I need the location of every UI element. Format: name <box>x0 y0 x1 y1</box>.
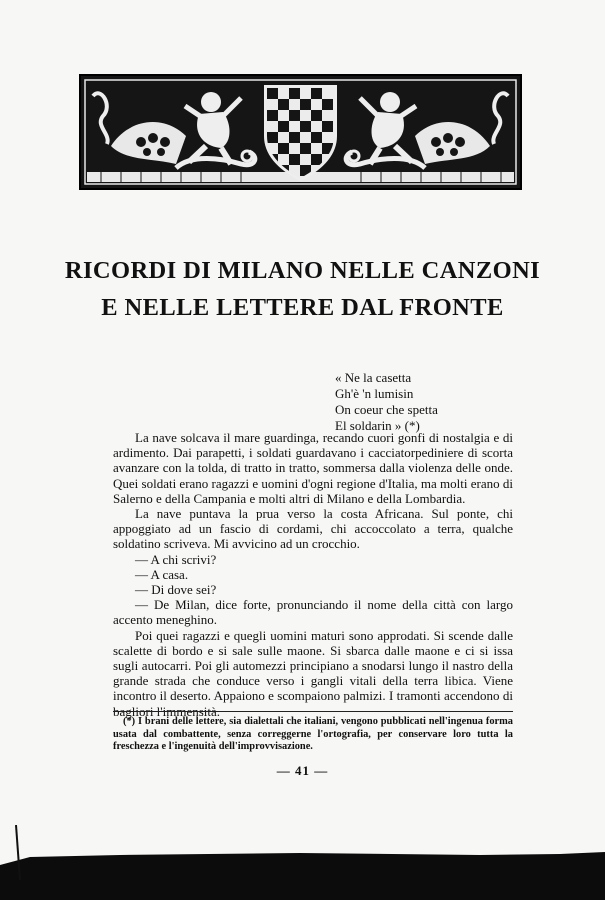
epigraph-line: El soldarin » (*) <box>335 418 420 433</box>
dialogue-line: — De Milan, dice forte, pronunciando il nome della città con largo accento meneghino. <box>113 597 513 628</box>
footnote-divider <box>113 711 513 713</box>
page-title-line-2: E NELLE LETTERE DAL FRONTE <box>101 294 504 321</box>
paragraph: La nave puntava la prua verso la costa Africana. Sul ponte, chi appoggiato ad un fascio di cordami, chi accoccolato a terra, qualche soldatino scriveva. Mi avvicino ad un crocchio. <box>113 506 513 552</box>
paragraph: La nave solcava il mare guardinga, recando cuori gonfi di nostalgia e di ardimento. Dai parapetti, i soldati guardavano i cacciatorpediniere di scorta avanzare con la tolda, di tratto in tratto, sommersa dalla violenza delle onde. Quei soldati erano ragazzi e uomini d'ogni regione d'Italia, ma molti erano di Salerno e della Campania e molti altri di Milano e della Lombardia. <box>113 430 513 506</box>
dialogue-line: — A chi scrivi? <box>135 551 217 567</box>
footnote-text: (*) I brani delle lettere, sia dialettali che italiani, vengono pubblicati nell'ingenua forma usata dal combattente, senza correggerne l'ortografia, per conservare loro tutta la freschezza e l'ingenuità dell'improvvisazione. <box>113 716 513 753</box>
page-number: — 41 — <box>276 763 329 778</box>
footnote <box>113 716 513 754</box>
dialogue-line: — A casa. <box>135 566 189 582</box>
epigraph-line: On coeur che spetta <box>335 402 438 417</box>
dialogue-line: — Di dove sei? <box>135 582 217 598</box>
paragraph: Poi quei ragazzi e quegli uomini maturi sono approdati. Si scende dalle scalette di bordo e si sale sulle maone. Si sbarca dalle maone e ci si issa sugli autocarri. Poi gli automezzi principiano a snodarsi lungo il nastro della grande strada che conduce verso i gangli vitali della terra libica. Viene incontro il deserto. Appaiono e scompaiono palmizi. I tramonti accendono di bagliori l'immensità. <box>113 627 513 719</box>
article-body <box>113 430 513 719</box>
epigraph-verse <box>335 370 438 434</box>
epigraph-line: « Ne la casetta <box>335 370 412 385</box>
decorative-header-banner <box>79 74 522 190</box>
page-title-line-1: RICORDI DI MILANO NELLE CANZONI <box>64 257 541 284</box>
epigraph-line: Gh'è 'n lumisin <box>335 386 414 401</box>
banner-illustration <box>81 76 520 188</box>
scan-dark-edge <box>0 825 605 900</box>
